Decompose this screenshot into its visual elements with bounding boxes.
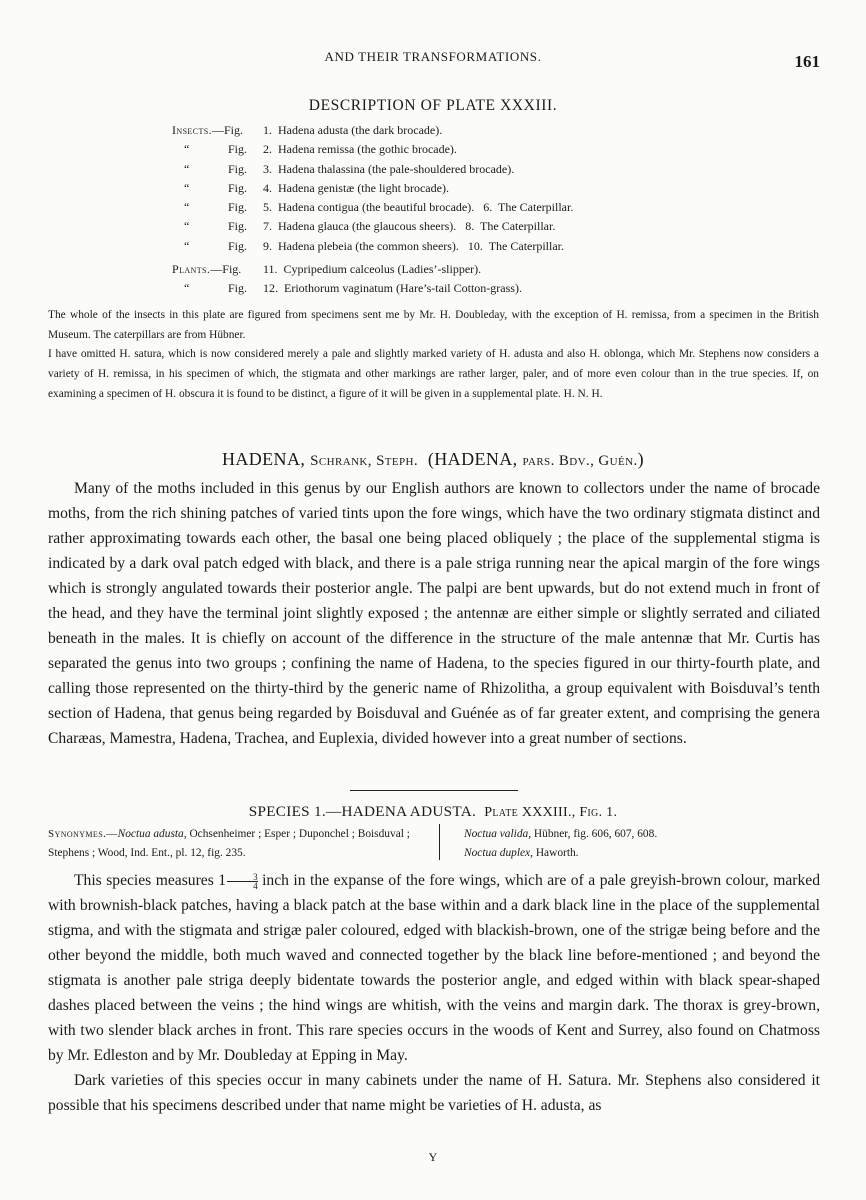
figure-fig-label: Fig. (228, 200, 248, 215)
figure-group-label: Plants. (172, 262, 211, 277)
genus-name: HADENA, (221, 449, 306, 469)
genus-alt-close: ) (637, 449, 645, 469)
synonyms-authorities: Ochsenheimer ; Esper ; Duponchel ; Boisduval ; Stephens ; Wood, Ind. Ent., pl. 12, fig. 235. (48, 828, 410, 859)
figure-dash: — (211, 123, 224, 137)
plate-notes (48, 306, 819, 405)
figure-fig-label: Fig. (228, 161, 248, 176)
species-title: SPECIES 1.—HADENA ADUSTA. (248, 803, 477, 820)
figure-caption: 12. Eriothorum vaginatum (Hare’s-tail Cotton-grass). (263, 281, 522, 296)
synonyms-left (48, 825, 433, 863)
synonym-duplex: Noctua duplex, (464, 847, 533, 859)
species-paragraph-2: Dark varieties of this species occur in many cabinets under the name of H. Satura. Mr. Stephens also considered it possible that his specimens described under that name might be varieties of H. adusta, as (48, 1072, 820, 1114)
fraction-denominator: 4 (253, 880, 258, 891)
figure-fig-label: Fig. (228, 180, 248, 195)
figure-caption: 7. Hadena glauca (the glaucous sheers). 8. The Caterpillar. (263, 219, 556, 234)
running-title: AND THEIR TRANSFORMATIONS. (324, 49, 542, 64)
figure-caption: 11. Cypripedium calceolus (Ladies’-slipper). (263, 262, 482, 277)
synonyms-divider (439, 824, 440, 860)
synonym-name: Noctua adusta, (117, 828, 187, 840)
synonym-valida: Noctua valida, (464, 828, 532, 840)
species-plate-ref: Plate XXXIII., Fig. 1. (484, 805, 618, 820)
figure-caption: 1. Hadena adusta (the dark brocade). (263, 123, 443, 137)
plate-title: DESCRIPTION OF PLATE XXXIII. (308, 97, 558, 114)
figure-fig-label: Fig. (228, 281, 248, 296)
species-paragraph-1-text: inch in the expanse of the fore wings, which are of a pale greyish-brown colour, marked with brownish-black patches, having a black patch at the base within and a dark black line in the place of the supplemental stigma, and with the stigmata and strigæ paler coloured, edged with blackish-brown, one of the strigæ being before and the other beyond the middle, both much waved and connected together by the black line before-mentioned ; and beyond the stigmata is another pale striga deeply bidentate towards the posterior angle, and edged within with black spear-shaped dashes placed between the veins ; the hind wings are whitish, with the veins and margin dark. The thorax is grey-brown, with two slender black arches in front. This rare species occurs in the woods of Kent and Surrey, also found on Chatmoss by Mr. Edleston and by Mr. Doubleday at Epping in May. (48, 872, 820, 1064)
synonym-valida-ref: Hübner, fig. 606, 607, 608. (531, 828, 658, 840)
species-heading (0, 803, 866, 821)
figure-dash: — (210, 262, 223, 277)
figure-group (172, 123, 258, 138)
figure-group-label: “ (184, 142, 190, 157)
section-divider (350, 790, 518, 791)
synonym-duplex-ref: Haworth. (532, 847, 579, 859)
measure-fraction (227, 873, 258, 890)
measure-prefix: This species measures 1 (74, 872, 227, 889)
figure-group-label: “ (184, 281, 190, 296)
figure-group-label: “ (184, 180, 190, 195)
figure-fig-label: Fig. (228, 219, 248, 234)
figure-fig-label: Fig. (222, 262, 242, 277)
figure-group (172, 262, 258, 277)
genus-description (48, 476, 820, 751)
genus-paragraph: Many of the moths included in this genus by our English authors are known to collectors under the name of brocade moths, from the rich shining patches of varied tints upon the fore wings, which have the two ordinary stigmata distinct and rather approximating towards each other, the basal one being placed obliquely ; the place of the supplemental stigma is indicated by a dark oval patch edged with black, and there is a pale striga running near the apical margin of the fore wings which is strongly angulated towards their posterior angle. The palpi are bent upwards, but do not extend much in front of the head, and they have the terminal joint slightly exposed ; the antennæ are either simple or slightly serrated and ciliated beneath in the males. It is chiefly on account of the difference in the structure of the male antennæ that Mr. Curtis has separated the genus into two groups ; confining the name of Hadena, to the species figured in our thirty-fourth plate, and calling those represented on the thirty-third by the generic name of Rhizolitha, a group equivalent with Boisduval’s tenth section of Hadena, that genus being regarded by Boisduval and Guénée as of far greater extent, and comprising the genera Charæas, Mamestra, Hadena, Trachea, and Euplexia, divided however into a great number of sections. (48, 480, 820, 747)
figure-caption: 2. Hadena remissa (the gothic brocade). (263, 142, 457, 157)
figure-group-label: Insects. (172, 123, 212, 137)
synonyms-right (464, 825, 657, 863)
figure-group-label: “ (184, 219, 190, 234)
figure-caption: 9. Hadena plebeia (the common sheers). 10. The Caterpillar. (263, 238, 565, 253)
figure-caption: 3. Hadena thalassina (the pale-shouldered brocade). (263, 161, 515, 176)
genus-alt-authors: pars. Bdv., Guén. (522, 453, 638, 469)
plate-note-2: I have omitted H. satura, which is now considered merely a pale and slightly marked variety of H. adusta and also H. oblonga, which Mr. Stephens now considers a variety of H. remissa, in his specimen of which, the stigmata and other markings are rather larger, paler, and of more even colour than in the true species. If, on examining a specimen of H. obscura it is found to be distinct, a figure of it will be given in a supplemental plate. H. N. H. (48, 348, 819, 400)
species-paragraph-1 (48, 868, 820, 1068)
printer-signature: Y (428, 1150, 438, 1164)
figure-group-label: “ (184, 161, 190, 176)
figure-fig-label: Fig. (223, 123, 243, 137)
figure-fig-label: Fig. (228, 142, 248, 157)
figure-fig-label: Fig. (228, 238, 248, 253)
figure-group-label: “ (184, 238, 190, 253)
genus-alt-name: (HADENA, (427, 449, 518, 469)
synonyms-label: Synonymes.— (48, 828, 118, 840)
page-number: 161 (794, 52, 820, 71)
species-description (48, 868, 820, 1118)
genus-authors: Schrank, Steph. (310, 453, 419, 469)
plate-note-1: The whole of the insects in this plate are figured from specimens sent me by Mr. H. Doubleday, with the exception of H. remissa, from a specimen in the British Museum. The caterpillars are from Hübner. (48, 309, 819, 341)
genus-heading (0, 449, 866, 470)
figure-group-label: “ (184, 200, 190, 215)
figure-caption: 4. Hadena genistæ (the light brocade). (263, 180, 449, 195)
fraction-numerator: 3 (227, 873, 258, 882)
figure-caption: 5. Hadena contigua (the beautiful brocade). 6. The Caterpillar. (263, 200, 574, 215)
